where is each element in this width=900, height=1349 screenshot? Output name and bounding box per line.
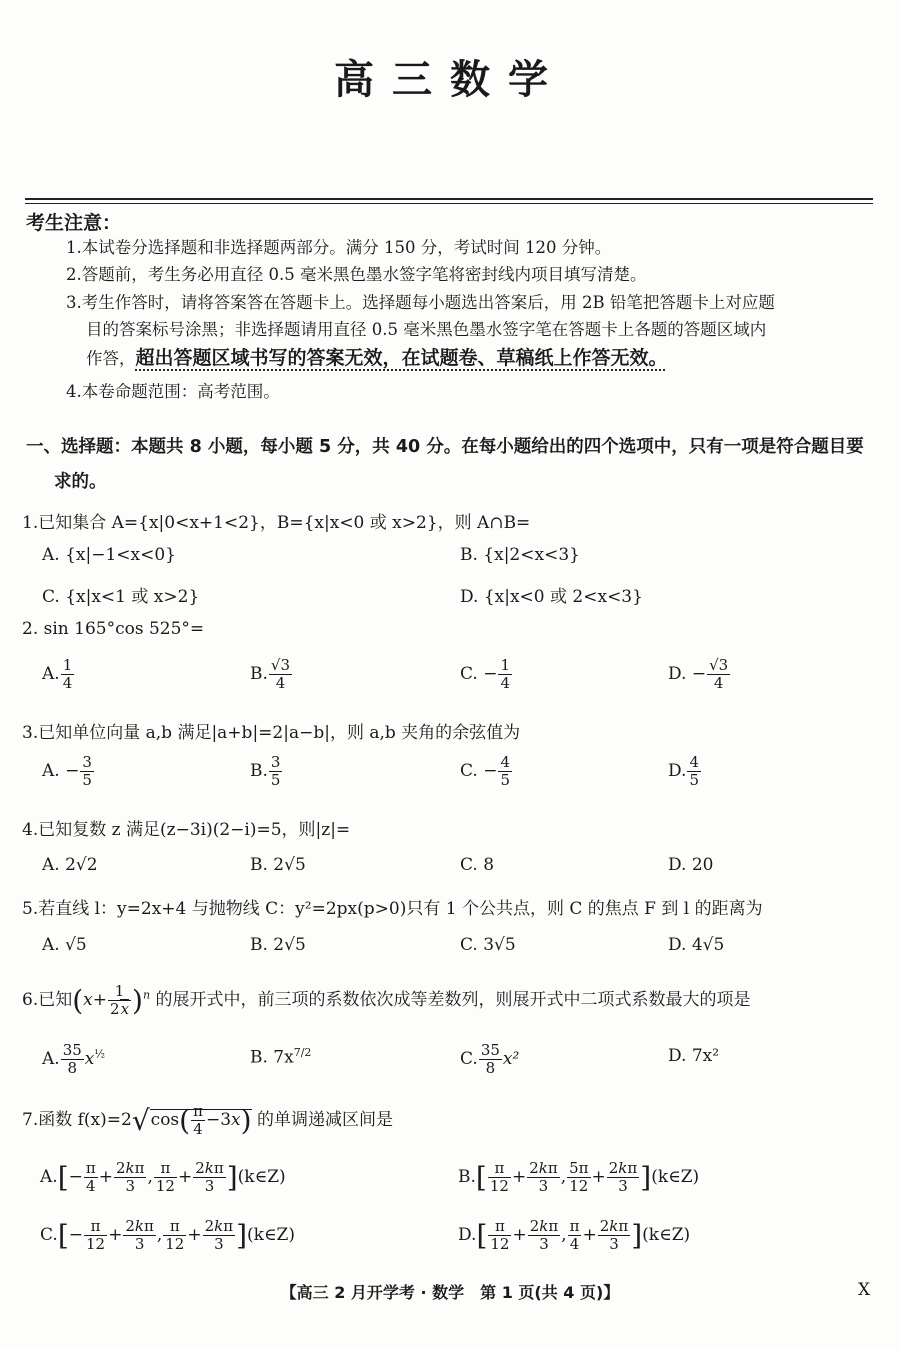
q3-option-d: D. $\frac{4}{5}$ <box>668 753 699 789</box>
q2-stem: 2. sin 165°cos 525°= <box>22 619 205 639</box>
notice-heading: 考生注意： <box>26 212 122 234</box>
q2-option-c: C. − $\frac{1}{4}$ <box>460 656 510 692</box>
q4-option-d: D. 20 <box>668 855 714 875</box>
q6-option-d: D. 7x² <box>668 1046 720 1066</box>
q5-option-a: A. √5 <box>42 935 87 955</box>
q3-option-b: B. $\frac{3}{5}$ <box>250 753 281 789</box>
q1-option-d: D. {x|x<0 或 2<x<3} <box>460 587 643 607</box>
q6-option-a: A. $\frac{35}{8}$ $x^{\frac{1}{2}}$ <box>42 1041 106 1077</box>
q5-stem: 5.若直线 l：y=2x+4 与抛物线 C：y²=2px(p>0)只有 1 个公共点，则 C 的焦点 F 到 l 的距离为 <box>22 899 763 919</box>
q7-option-a: A.[− $\frac{\pi}{4}$ + $\frac{2k\pi}{3}$ , $\frac{\pi}{12}$ + $\frac{2k\pi}{3}$ ](k∈Z) <box>40 1159 286 1195</box>
notice-item-1: 1.本试卷分选择题和非选择题两部分。满分 150 分，考试时间 120 分钟。 <box>66 238 612 257</box>
section-heading-line1: 一、选择题：本题共 8 小题，每小题 5 分，共 40 分。在每小题给出的四个选项中，只有一项是符合题目要 <box>26 437 864 457</box>
q4-option-a: A. 2√2 <box>42 855 98 875</box>
q1-stem: 1.已知集合 A={x|0<x+1<2}，B={x|x<0 或 x>2}，则 A∩B= <box>22 513 531 533</box>
q6-option-c: C. $\frac{35}{8}$ x² <box>460 1041 520 1077</box>
q5-option-d: D. 4√5 <box>668 935 725 955</box>
header-divider-thick <box>25 198 873 200</box>
q4-stem: 4.已知复数 z 满足(z−3i)(2−i)=5，则|z|= <box>22 820 351 840</box>
q4-option-b: B. 2√5 <box>250 855 306 875</box>
q7-option-b: B.[ $\frac{\pi}{12}$ + $\frac{2k\pi}{3}$ , $\frac{5\pi}{12}$ + $\frac{2k\pi}{3}$ ](k∈Z) <box>458 1159 700 1195</box>
q7-option-c: C.[− $\frac{\pi}{12}$ + $\frac{2k\pi}{3}$ , $\frac{\pi}{12}$ + $\frac{2k\pi}{3}$ ](k∈Z) <box>40 1217 295 1253</box>
notice-item-2: 2.答题前，考生务必用直径 0.5 毫米黑色墨水签字笔将密封线内项目填写清楚。 <box>66 265 647 284</box>
paper-code: X <box>858 1280 871 1300</box>
section-heading-line2: 求的。 <box>54 472 107 492</box>
q1-option-a: A. {x|−1<x<0} <box>42 545 176 565</box>
q2-option-a: A. $\frac{1}{4}$ <box>42 656 73 692</box>
q3-stem: 3.已知单位向量 a,b 满足|a+b|=2|a−b|，则 a,b 夹角的余弦值为 <box>22 723 521 743</box>
notice-item-3a: 3.考生作答时，请将答案答在答题卡上。选择题每小题选出答案后，用 2B 铅笔把答题卡上对应题 <box>66 293 775 312</box>
q6-option-b: B. $7x^{7/2}$ <box>250 1046 312 1068</box>
q1-option-b: B. {x|2<x<3} <box>460 545 580 565</box>
q5-option-b: B. 2√5 <box>250 935 306 955</box>
notice-emphasis: 超出答题区域书写的答案无效，在试题卷、草稿纸上作答无效。 <box>135 347 668 369</box>
notice-item-3b: 目的答案标号涂黑；非选择题请用直径 0.5 毫米黑色墨水签字笔在答题卡上各题的答题区域内 <box>86 320 767 339</box>
notice-item-4: 4.本卷命题范围：高考范围。 <box>66 382 280 401</box>
q3-option-c: C. − $\frac{4}{5}$ <box>460 753 510 789</box>
q1-option-c: C. {x|x<1 或 x>2} <box>42 587 200 607</box>
q2-option-d: D. − $\frac{√3}{4}$ <box>668 656 729 692</box>
q5-option-c: C. 3√5 <box>460 935 516 955</box>
q7-option-d: D.[ $\frac{\pi}{12}$ + $\frac{2k\pi}{3}$ , $\frac{\pi}{4}$ + $\frac{2k\pi}{3}$ ](k∈Z) <box>458 1217 691 1253</box>
q2-option-b: B. $\frac{√3}{4}$ <box>250 656 291 692</box>
q7-stem: 7.函数 f(x)=2√cos( $\frac{\pi}{4}$ −3x) 的单调递减区间是 <box>22 1102 393 1138</box>
notice-item-3c-prefix: 作答， <box>86 349 136 368</box>
q3-option-a: A. − $\frac{3}{5}$ <box>42 753 92 789</box>
q4-option-c: C. 8 <box>460 855 495 875</box>
q6-stem: 6.已知(x+ $\frac{1}{2x}$ )$^n$ 的展开式中，前三项的系数依次成等差数列，则展开式中二项式系数最大的项是 <box>22 982 751 1018</box>
header-divider-thin <box>25 203 873 204</box>
page-title: 高三数学 <box>334 56 566 103</box>
notice-item-3c <box>86 346 876 371</box>
page-footer: 【高三 2 月开学考 · 数学 第 1 页(共 4 页)】 <box>280 1283 620 1302</box>
